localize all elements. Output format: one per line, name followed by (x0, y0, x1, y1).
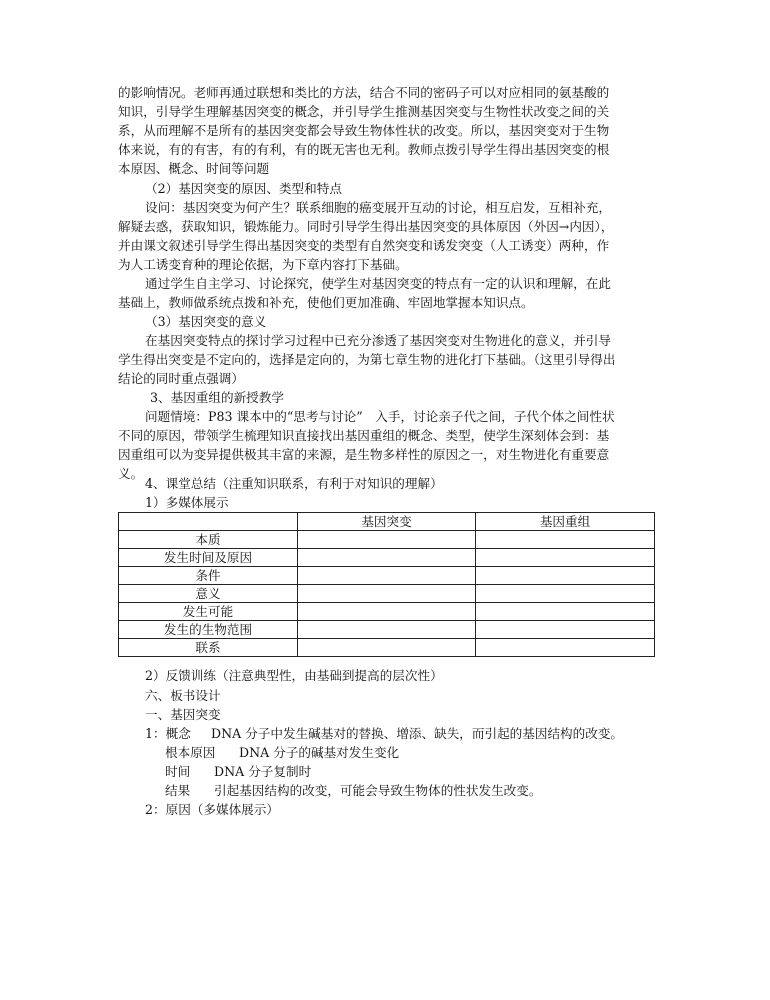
table-cell (476, 639, 655, 657)
result-label: 结果 (165, 783, 191, 798)
result-line (165, 781, 705, 800)
table-row (119, 585, 655, 603)
paragraph-5-line: 因重组可以为变异提供极其丰富的来源，是生物多样性的原因之一，对生物进化有重要意 (118, 447, 610, 462)
table-row-label: 本质 (119, 531, 298, 549)
table-cell (298, 549, 476, 567)
table-row (119, 549, 655, 567)
gene-mutation-heading: 一、基因突变 (145, 707, 221, 722)
table-header-row (119, 513, 655, 531)
paragraph-1-line: 本原因、概念、时间等问题 (118, 161, 270, 176)
concept-text: DNA 分子中发生碱基对的替换、增添、缺失，而引起的基因结构的改变。 (211, 726, 624, 741)
table-row (119, 639, 655, 657)
table-cell (298, 531, 476, 549)
paragraph-5-line: 问题情境：P83 课本中的“思考与讨论” 入手，讨论亲子代之间，子代个体之间性状 (145, 409, 615, 424)
time-text: DNA 分子复制时 (214, 764, 312, 779)
paragraph-2-line: 为人工诱变育种的理论依据，为下章内容打下基础。 (118, 257, 408, 272)
paragraph-2-line: 解疑去惑，获取知识，锻炼能力。同时引导学生得出基因突变的具体原因（外因→内因）， (118, 219, 614, 234)
paragraph-1-line: 系，从而理解不是所有的基因突变都会导致生物体性状的改变。所以，基因突变对于生物 (118, 123, 610, 138)
table-cell (476, 549, 655, 567)
table-row-label: 发生可能 (119, 603, 298, 621)
table-row-label: 意义 (119, 585, 298, 603)
paragraph-1-line: 体来说，有的有害，有的有利，有的既无害也无利。教师点拨引导学生得出基因突变的根 (118, 142, 610, 157)
table-header-cell: 基因突变 (298, 513, 476, 531)
paragraph-2-line: 并由课文叙述引导学生得出基因突变的类型有自然突变和诱发突变（人工诱变）两种，作 (118, 238, 610, 253)
table-row (119, 603, 655, 621)
section-heading-2: （2）基因突变的原因、类型和特点 (145, 181, 342, 196)
section-heading-4: 3、基因重组的新授教学 (150, 390, 284, 405)
paragraph-5-line: 不同的原因，带领学生梳理知识直接找出基因重组的概念、类型，使学生深刻体会到：基 (118, 428, 610, 443)
paragraph-2-line: 设问：基因突变为何产生？联系细胞的癌变展开互动的讨论，相互启发，互相补充， (145, 200, 611, 215)
table-cell (298, 603, 476, 621)
table-header-cell: 基因重组 (476, 513, 655, 531)
table-row-label: 发生的生物范围 (119, 621, 298, 639)
concept-label: 1：概念 (145, 726, 191, 741)
table-cell (298, 639, 476, 657)
paragraph-4-line: 在基因突变特点的探讨学习过程中已充分渗透了基因突变对生物进化的意义，并引导 (145, 333, 611, 348)
section-heading-5: 4、课堂总结（注重知识联系，有利于对知识的理解） (145, 476, 443, 491)
paragraph-3-line: 基础上，教师做系统点拨和补充，使他们更加准确、牢固地掌握本知识点。 (118, 295, 534, 310)
table-row-label: 联系 (119, 639, 298, 657)
table-cell (298, 585, 476, 603)
table-row-label: 发生时间及原因 (119, 549, 298, 567)
section-heading-3: （3）基因突变的意义 (145, 314, 267, 329)
board-design-heading: 六、板书设计 (145, 688, 221, 703)
paragraph-3-line: 通过学生自主学习、讨论探究，使学生对基因突变的特点有一定的认识和理解，在此 (145, 276, 611, 291)
root-cause-line (165, 743, 705, 762)
table-cell (476, 603, 655, 621)
table-cell (476, 567, 655, 585)
paragraph-1-line: 的影响情况。老师再通过联想和类比的方法，结合不同的密码子可以对应相同的氨基酸的 (118, 85, 610, 100)
root-cause-text: DNA 分子的碱基对发生变化 (239, 745, 400, 760)
paragraph-4-line: 结论的同时重点强调） (118, 371, 244, 386)
result-text: 引起基因结构的改变，可能会导致生物体的性状发生改变。 (214, 783, 542, 798)
root-cause-label: 根本原因 (165, 745, 216, 760)
table-row (119, 531, 655, 549)
feedback-line: 2）反馈训练（注意典型性，由基础到提高的层次性） (145, 668, 443, 683)
paragraph-5-line: 义。 (118, 466, 144, 481)
table-header-cell (119, 513, 298, 531)
time-line (165, 762, 705, 781)
concept-line (145, 724, 685, 743)
table-cell (476, 531, 655, 549)
paragraph-1-line: 知识，引导学生理解基因突变的概念，并引导学生推测基因突变与生物性状改变之间的关 (118, 104, 610, 119)
table-row (119, 621, 655, 639)
summary-table (118, 512, 655, 657)
table-row (119, 567, 655, 585)
table-cell (298, 567, 476, 585)
time-label: 时间 (165, 764, 191, 779)
cause-line: 2：原因（多媒体展示） (145, 802, 279, 817)
table-cell (298, 621, 476, 639)
table-cell (476, 621, 655, 639)
table-cell (476, 585, 655, 603)
paragraph-4-line: 学生得出突变是不定向的，选择是定向的，为第七章生物的进化打下基础。（这里引导得出 (118, 352, 616, 367)
section-heading-6: 1）多媒体展示 (145, 495, 229, 510)
table-row-label: 条件 (119, 567, 298, 585)
